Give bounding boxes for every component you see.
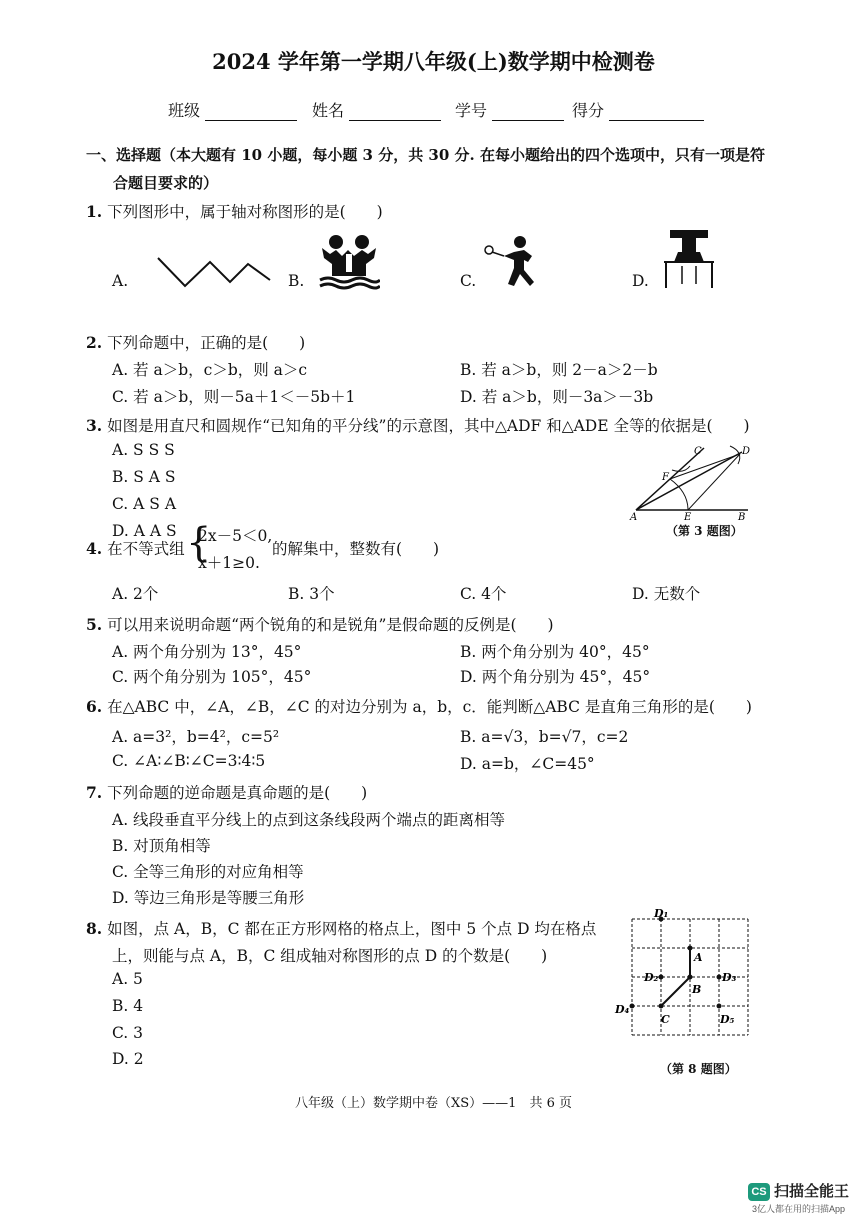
question-1: 1. 下列图形中，属于轴对称图形的是( ) [86, 202, 383, 221]
q8-label-b: B [692, 983, 702, 996]
id-label: 学号 [455, 101, 488, 120]
class-blank [205, 102, 297, 121]
q8-option-d: D. 2 [112, 1050, 144, 1068]
scanner-logo-icon: CS [748, 1183, 770, 1201]
question-3: 3. 如图是用直尺和圆规作“已知角的平分线”的示意图，其中△ADF 和△ADE 全等的依据是( ) [86, 416, 750, 435]
q4-option-c: C. 4个 [460, 585, 507, 603]
question-5: 5. 可以用来说明命题“两个锐角的和是锐角”是假命题的反例是( ) [86, 615, 554, 634]
section-heading: 一、选择题（本大题有 10 小题，每小题 3 分，共 30 分. 在每小题给出的四个选项中，只有一项是符 [86, 146, 765, 164]
q5-option-c: C. 两个角分别为 105°，45° [112, 668, 312, 686]
q5-option-b: B. 两个角分别为 40°，45° [460, 643, 650, 661]
question-2: 2. 下列命题中，正确的是( ) [86, 333, 306, 352]
q6-option-c: C. ∠A∶∠B∶∠C=3∶4∶5 [112, 752, 266, 770]
score-field [572, 98, 704, 121]
class-field [168, 98, 297, 121]
q3-label-d: D [742, 446, 751, 457]
name-blank [349, 102, 441, 121]
q8-label-d5: D₅ [720, 1013, 735, 1026]
q8-grid-figure [614, 905, 754, 1053]
q8-option-b: B. 4 [112, 997, 144, 1015]
q1-option-b: B. [288, 272, 305, 290]
q3-caption: （第 3 题图） [666, 524, 743, 538]
section-heading-cont: 合题目要求的） [113, 174, 219, 192]
q8-caption: （第 8 题图） [660, 1062, 737, 1076]
q2-option-b: B. 若 a＞b，则 2－a＞2－b [460, 361, 658, 379]
q4-inequality-1: 2x－5＜0, [198, 527, 273, 545]
q2-option-c: C. 若 a＞b，则－5a＋1＜－5b＋1 [112, 388, 356, 406]
question-8-cont: 上，则能与点 A，B，C 组成轴对称图形的点 D 的个数是( ) [112, 947, 548, 965]
q1-option-d: D. [632, 272, 649, 290]
q8-label-d1: D₁ [654, 907, 669, 920]
q3-label-e: E [684, 512, 692, 522]
q3-label-c: C [694, 446, 702, 457]
q1-zigzag-figure [150, 250, 275, 292]
q7-option-d: D. 等边三角形是等腰三角形 [112, 889, 305, 907]
id-field [455, 98, 564, 121]
question-4: 4. 在不等式组 [86, 539, 185, 558]
page-footer: 八年级（上）数学期中卷（XS）——1 共 6 页 [295, 1096, 572, 1111]
q4-option-b: B. 3个 [288, 585, 335, 603]
q8-label-d2: D₂ [644, 971, 659, 984]
q7-option-b: B. 对顶角相等 [112, 837, 211, 855]
question-8: 8. 如图，点 A，B，C 都在正方形网格的格点上，图中 5 个点 D 均在格点 [86, 919, 597, 938]
page-title: 2024 学年第一学期八年级(上)数学期中检测卷 [212, 49, 655, 74]
q8-option-c: C. 3 [112, 1024, 144, 1042]
q1-option-a: A. [112, 272, 129, 290]
q6-option-b: B. a=√3，b=√7，c=2 [460, 728, 629, 746]
q3-label-a: A [630, 512, 638, 522]
score-blank [609, 102, 704, 121]
q5-option-d: D. 两个角分别为 45°，45° [460, 668, 651, 686]
q6-option-d: D. a=b，∠C=45° [460, 755, 595, 773]
q4-option-a: A. 2个 [112, 585, 159, 603]
name-label: 姓名 [312, 101, 345, 120]
scanner-tagline: 3亿人都在用的扫描App [752, 1204, 846, 1214]
q6-option-a: A. a=3²，b=4²，c=5² [112, 728, 280, 746]
class-label: 班级 [168, 101, 201, 120]
question-6: 6. 在△ABC 中，∠A，∠B，∠C 的对边分别为 a，b，c．能判断△ABC 是直角三角形的是( ) [86, 697, 752, 716]
q4-stem-post: 的解集中，整数有( ) [272, 540, 440, 558]
q8-label-d3: D₃ [722, 971, 737, 984]
score-label: 得分 [572, 101, 605, 120]
q3-option-c: C. A S A [112, 495, 177, 513]
q1-stand-figure [660, 226, 718, 290]
q3-angle-bisector-figure [626, 444, 756, 522]
q1-badminton-figure [484, 234, 546, 290]
q8-label-d4: D₄ [615, 1003, 630, 1016]
q3-label-b: B [738, 512, 746, 522]
q8-option-a: A. 5 [112, 970, 143, 988]
q3-option-d: D. A A S [112, 522, 177, 540]
q2-option-d: D. 若 a＞b，则－3a＞－3b [460, 388, 654, 406]
q3-option-b: B. S A S [112, 468, 176, 486]
q4-inequality-2: x＋1≥0. [198, 554, 260, 572]
q1-swimmers-figure [318, 234, 380, 290]
question-7: 7. 下列命题的逆命题是真命题的是( ) [86, 783, 368, 802]
q1-option-c: C. [460, 272, 477, 290]
id-blank [492, 102, 564, 121]
q7-option-a: A. 线段垂直平分线上的点到这条线段两个端点的距离相等 [112, 811, 506, 829]
scanner-app-name: 扫描全能王 [774, 1183, 850, 1200]
q3-label-f: F [662, 472, 669, 483]
q4-option-d: D. 无数个 [632, 585, 701, 603]
q8-label-c: C [661, 1013, 670, 1026]
q2-option-a: A. 若 a＞b，c＞b，则 a＞c [112, 361, 308, 379]
q4-brace: { [186, 520, 212, 566]
q3-option-a: A. S S S [112, 441, 175, 459]
q5-option-a: A. 两个角分别为 13°，45° [112, 643, 302, 661]
scanner-watermark [748, 1180, 849, 1201]
name-field [312, 98, 441, 121]
q7-option-c: C. 全等三角形的对应角相等 [112, 863, 304, 881]
q8-label-a: A [694, 951, 703, 964]
